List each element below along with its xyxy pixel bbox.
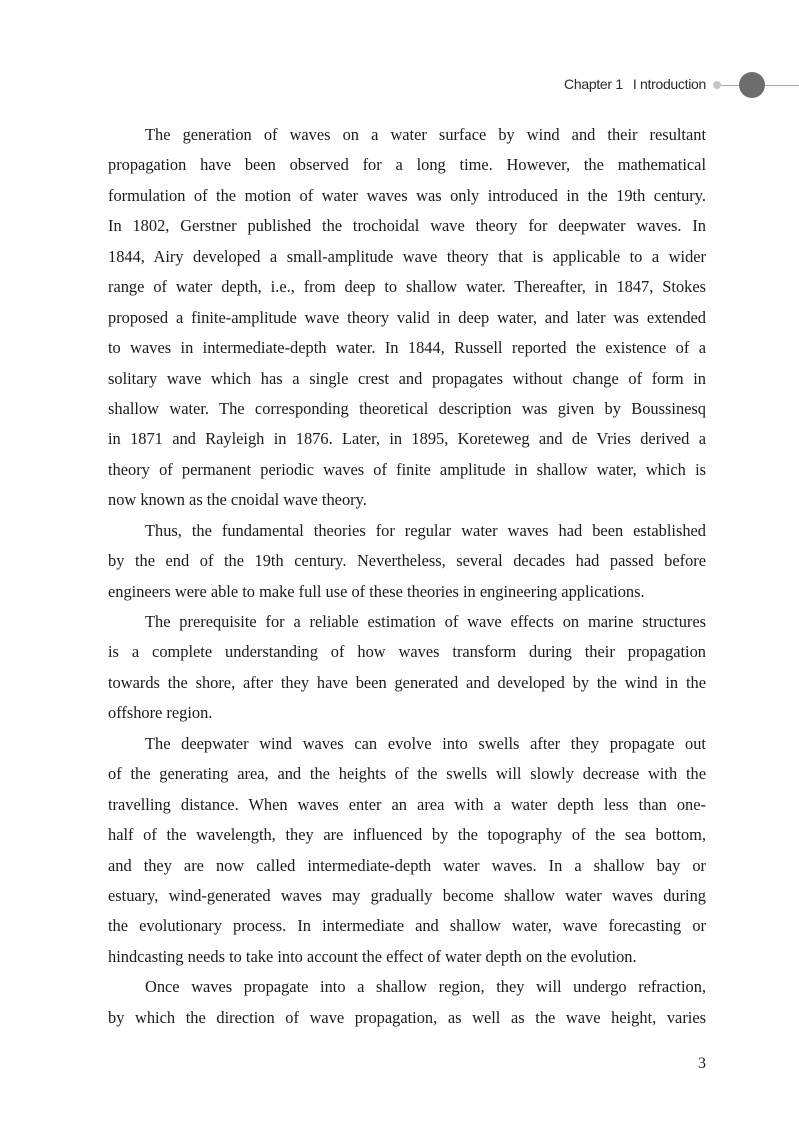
text-line: the evolutionary process. In intermediate and shallow water, wave forecasting or bbox=[108, 916, 706, 936]
text-line: of the generating area, and the heights of the swells will slowly decrease with the bbox=[108, 764, 706, 784]
text-line: Once waves propagate into a shallow region, they will undergo refraction, bbox=[145, 977, 706, 997]
text-line: engineers were able to make full use of these theories in engineering applications. bbox=[108, 581, 645, 601]
header-large-dot-icon bbox=[739, 72, 765, 98]
paragraph bbox=[108, 120, 706, 516]
text-line: theory of permanent periodic waves of finite amplitude in shallow water, which is bbox=[108, 459, 706, 479]
text-line: The prerequisite for a reliable estimation of wave effects on marine structures bbox=[145, 612, 706, 631]
header-small-dot-icon bbox=[713, 81, 721, 89]
text-line: proposed a finite-amplitude wave theory valid in deep water, and later was extended bbox=[108, 307, 706, 327]
text-line: and they are now called intermediate-depth water waves. In a shallow bay or bbox=[108, 855, 706, 875]
text-line: formulation of the motion of water waves was only introduced in the 19th century. bbox=[108, 185, 706, 205]
text-line: In 1802, Gerstner published the trochoidal wave theory for deepwater waves. In bbox=[108, 216, 706, 236]
chapter-label: Chapter 1 bbox=[564, 76, 623, 92]
header-text bbox=[564, 76, 706, 92]
paragraph bbox=[108, 607, 706, 729]
text-line: estuary, wind-generated waves may gradually become shallow water waves during bbox=[108, 885, 706, 905]
text-line: propagation have been observed for a long time. However, the mathematical bbox=[108, 155, 706, 175]
header-rule bbox=[765, 85, 799, 86]
text-line: travelling distance. When waves enter an area with a water depth less than one- bbox=[108, 794, 706, 814]
body-text bbox=[108, 120, 706, 1033]
text-line: in 1871 and Rayleigh in 1876. Later, in 1895, Koreteweg and de Vries derived a bbox=[108, 429, 706, 449]
text-line: range of water depth, i.e., from deep to shallow water. Thereafter, in 1847, Stokes bbox=[108, 277, 706, 297]
text-line: is a complete understanding of how waves transform during their propagation bbox=[108, 642, 706, 662]
paragraph bbox=[108, 729, 706, 973]
page-number: 3 bbox=[698, 1055, 706, 1072]
text-line: The deepwater wind waves can evolve into swells after they propagate out bbox=[145, 733, 706, 753]
text-line: to waves in intermediate-depth water. In 1844, Russell reported the existence of a bbox=[108, 338, 706, 358]
text-line: The generation of waves on a water surface by wind and their resultant bbox=[145, 125, 706, 144]
paragraph bbox=[108, 972, 706, 1033]
text-line: half of the wavelength, they are influenced by the topography of the sea bottom, bbox=[108, 825, 706, 845]
text-line: by which the direction of wave propagation, as well as the wave height, varies bbox=[108, 1007, 706, 1027]
text-line: towards the shore, after they have been generated and developed by the wind in the bbox=[108, 672, 706, 692]
header-rule bbox=[721, 85, 741, 86]
text-line: solitary wave which has a single crest and propagates without change of form in bbox=[108, 368, 706, 388]
paragraph bbox=[108, 516, 706, 607]
text-line: now known as the cnoidal wave theory. bbox=[108, 490, 367, 510]
chapter-title: I ntroduction bbox=[632, 76, 706, 92]
text-line: 1844, Airy developed a small-amplitude wave theory that is applicable to a wider bbox=[108, 246, 706, 266]
text-line: offshore region. bbox=[108, 703, 213, 723]
text-line: by the end of the 19th century. Nevertheless, several decades had passed before bbox=[108, 551, 706, 571]
text-line: hindcasting needs to take into account the effect of water depth on the evolution. bbox=[108, 946, 637, 966]
text-line: Thus, the fundamental theories for regular water waves had been established bbox=[145, 520, 706, 540]
running-header bbox=[0, 72, 799, 98]
text-line: shallow water. The corresponding theoretical description was given by Boussinesq bbox=[108, 398, 706, 418]
